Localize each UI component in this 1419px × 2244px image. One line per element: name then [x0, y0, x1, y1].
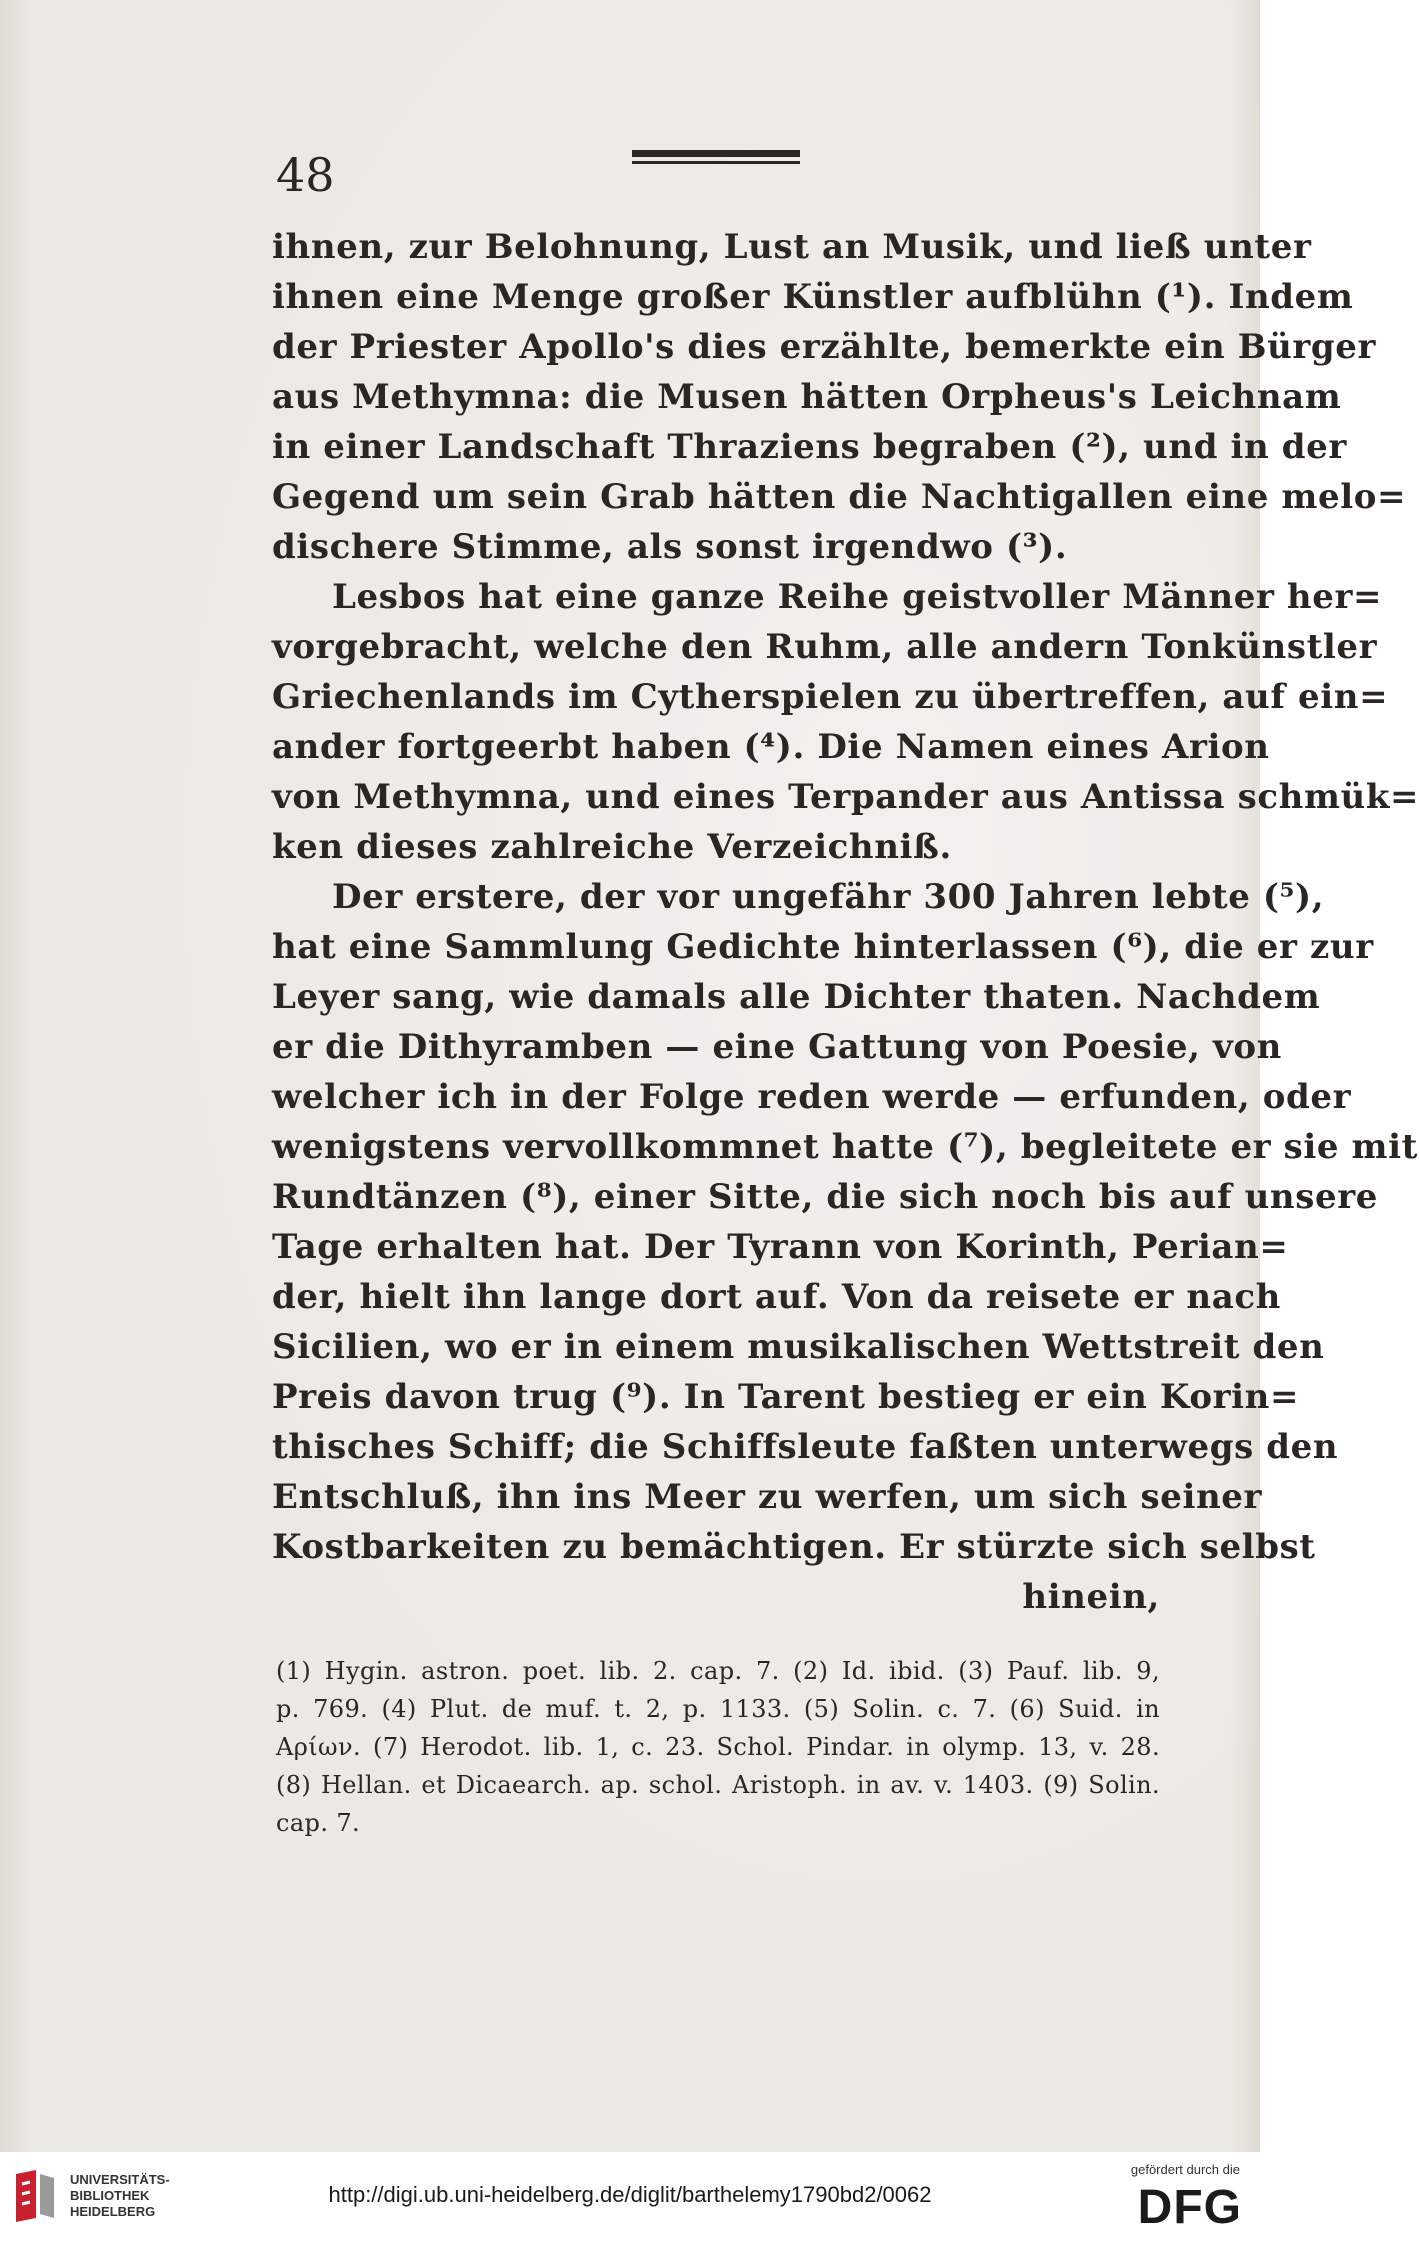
- text-line: Sicilien, wo er in einem musikalischen Wettstreit den: [272, 1327, 1325, 1367]
- text-line: Leyer sang, wie damals alle Dichter thaten. Nachdem: [272, 977, 1321, 1017]
- text-line: wenigstens vervollkommnet hatte (⁷), begleitete er sie mit: [272, 1127, 1418, 1167]
- text-line: der Priester Apollo's dies erzählte, bemerkte ein Bürger: [272, 327, 1377, 367]
- text-line: Tage erhalten hat. Der Tyrann von Korinth, Perian=: [272, 1227, 1289, 1267]
- text-line: hat eine Sammlung Gedichte hinterlassen (⁶), die er zur: [272, 927, 1374, 967]
- library-name-line: BIBLIOTHEK: [70, 2188, 150, 2203]
- text-line: von Methymna, und eines Terpander aus Antissa schmük=: [272, 777, 1419, 817]
- permalink-url[interactable]: http://digi.ub.uni-heidelberg.de/diglit/barthelemy1790bd2/0062: [328, 2182, 932, 2207]
- footnote-line: cap. 7.: [276, 1809, 361, 1837]
- catchword: hinein,: [1022, 1577, 1160, 1617]
- text-line: ihnen, zur Belohnung, Lust an Musik, und ließ unter: [272, 227, 1312, 267]
- text-line: ken dieses zahlreiche Verzeichniß.: [272, 827, 952, 867]
- text-line: ihnen eine Menge großer Künstler aufblühn (¹). Indem: [272, 277, 1354, 317]
- text-line: dischere Stimme, als sonst irgendwo (³).: [272, 527, 1068, 567]
- text-line: aus Methymna: die Musen hätten Orpheus's Leichnam: [272, 377, 1342, 417]
- body-text: [272, 222, 1419, 1622]
- text-line: Lesbos hat eine ganze Reihe geistvoller Männer her=: [332, 577, 1383, 617]
- footnote-line: (8) Hellan. et Dicaearch. ap. schol. Aristoph. in av. v. 1403. (9) Solin.: [276, 1771, 1160, 1799]
- text-line: ander fortgeerbt haben (⁴). Die Namen eines Arion: [272, 727, 1270, 767]
- page-number: 48: [276, 148, 335, 202]
- text-line: der, hielt ihn lange dort auf. Von da reisete er nach: [272, 1277, 1281, 1317]
- library-name-line: HEIDELBERG: [70, 2204, 156, 2219]
- text-line: welcher ich in der Folge reden werde — erfunden, oder: [272, 1077, 1352, 1117]
- text-line: Der erstere, der vor ungefähr 300 Jahren lebte (⁵),: [332, 877, 1325, 917]
- header-rule-ornament: [632, 150, 800, 170]
- text-line: in einer Landschaft Thraziens begraben (²), und in der: [272, 427, 1347, 467]
- text-line: Rundtänzen (⁸), einer Sitte, die sich noch bis auf unsere: [272, 1177, 1378, 1217]
- text-line: Entschluß, ihn ins Meer zu werfen, um sich seiner: [272, 1477, 1263, 1517]
- text-line: vorgebracht, welche den Ruhm, alle andern Tonkünstler: [272, 627, 1378, 667]
- footnotes: [276, 1652, 1160, 1842]
- funded-by-label: gefördert durch die: [1130, 2162, 1240, 2177]
- footnote-line: (1) Hygin. astron. poet. lib. 2. cap. 7. (2) Id. ibid. (3) Pauf. lib. 9,: [276, 1657, 1160, 1685]
- library-name-line: UNIVERSITÄTS-: [70, 2172, 170, 2187]
- footnote-line: p. 769. (4) Plut. de muf. t. 2, p. 1133. (5) Solin. c. 7. (6) Suid. in: [276, 1695, 1160, 1723]
- text-line: thisches Schiff; die Schiffsleute faßten unterwegs den: [272, 1427, 1339, 1467]
- text-line: Gegend um sein Grab hätten die Nachtigallen eine melo=: [272, 477, 1407, 517]
- text-line: er die Dithyramben — eine Gattung von Poesie, von: [272, 1027, 1282, 1067]
- footnote-line: Αρίων. (7) Herodot. lib. 1, c. 23. Schol. Pindar. in olymp. 13, v. 28.: [276, 1733, 1160, 1761]
- text-line: Preis davon trug (⁹). In Tarent bestieg er ein Korin=: [272, 1377, 1300, 1417]
- text-line: Kostbarkeiten zu bemächtigen. Er stürzte sich selbst: [272, 1527, 1316, 1567]
- text-line: Griechenlands im Cytherspielen zu übertreffen, auf ein=: [272, 677, 1389, 717]
- dfg-logo: DFG: [1137, 2181, 1242, 2234]
- footer-bar: [0, 2152, 1260, 2244]
